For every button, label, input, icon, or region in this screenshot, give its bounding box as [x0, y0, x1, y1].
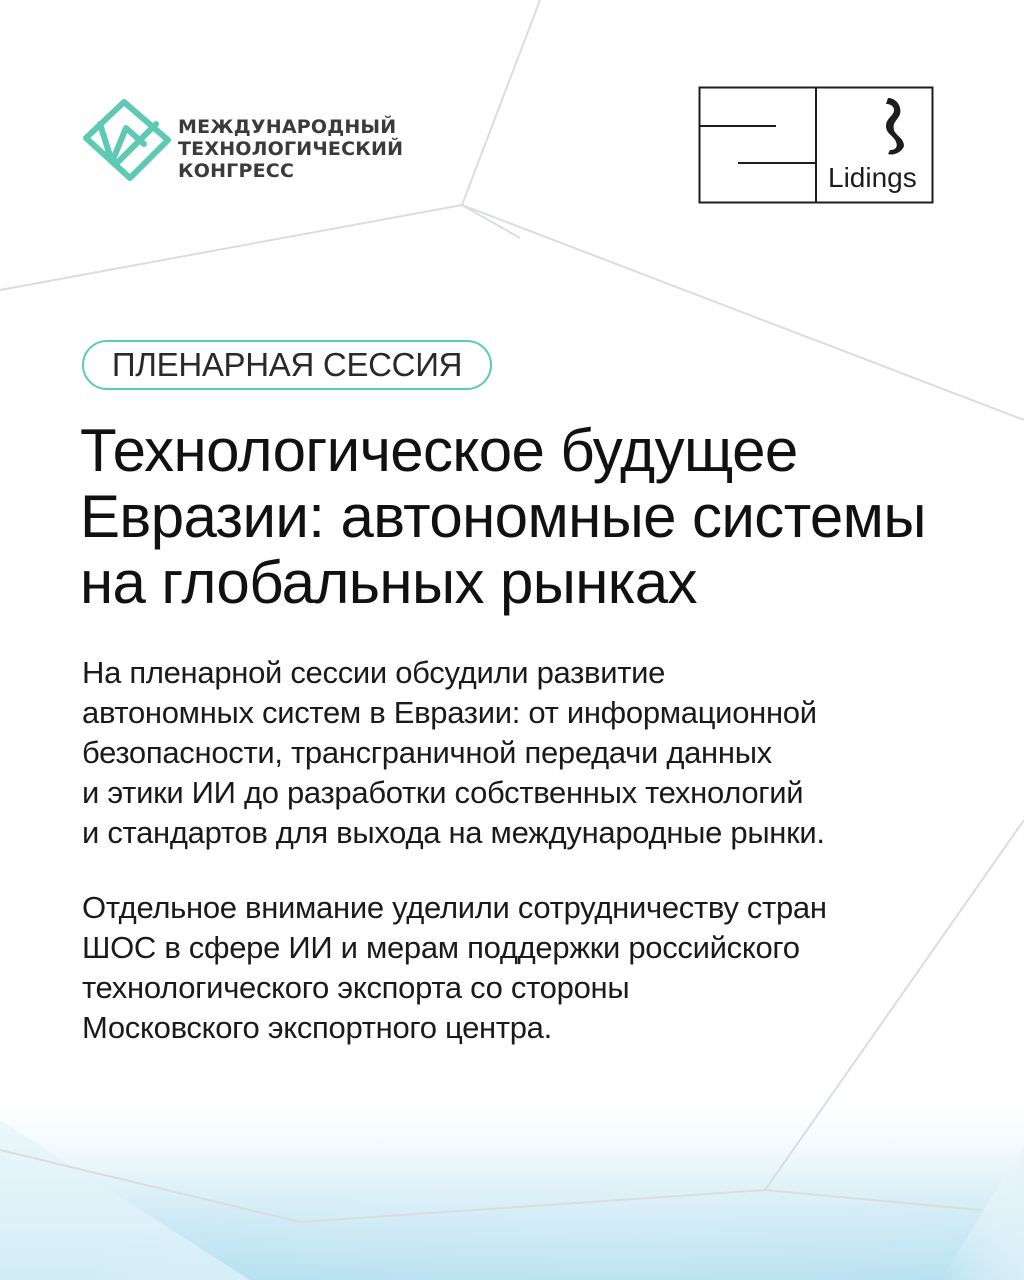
paragraph-2-line-1: Отдельное внимание уделили сотрудничеству стран [82, 890, 827, 925]
congress-name-line-2: ТЕХНОЛОГИЧЕСКИЙ [178, 138, 404, 160]
congress-emblem-icon [82, 94, 174, 186]
body-paragraph-2 [82, 888, 982, 1048]
headline-line-3: на глобальных рынках [80, 549, 697, 616]
congress-name-line-3: КОНГРЕСС [178, 160, 295, 182]
congress-logo [82, 94, 422, 186]
body-paragraph-1 [82, 653, 982, 853]
congress-name-line-1: МЕЖДУНАРОДНЫЙ [178, 116, 397, 138]
headline-line-2: Евразии: автономные системы [80, 483, 926, 550]
paragraph-1-line-2: автономных систем в Евразии: от информационной [82, 695, 817, 730]
paragraph-2-line-2: ШОС в сфере ИИ и мерам поддержки российского [82, 930, 800, 965]
paragraph-1-line-4: и этики ИИ до разработки собственных технологий [82, 775, 804, 810]
paragraph-1-line-3: безопасности, трансграничной передачи данных [82, 735, 772, 770]
session-type-badge: ПЛЕНАРНАЯ СЕССИЯ [82, 340, 492, 390]
congress-name [178, 116, 418, 182]
paragraph-2-line-4: Московского экспортного центра. [82, 1010, 552, 1045]
paragraph-1-line-1: На пленарной сессии обсудили развитие [82, 655, 666, 690]
headline-line-1: Технологическое будущее [80, 417, 798, 484]
headline [80, 418, 980, 616]
paragraph-2-line-3: технологического экспорта со стороны [82, 970, 630, 1005]
paragraph-1-line-5: и стандартов для выхода на международные рынки. [82, 815, 825, 850]
lidings-name: Lidings [828, 162, 917, 193]
